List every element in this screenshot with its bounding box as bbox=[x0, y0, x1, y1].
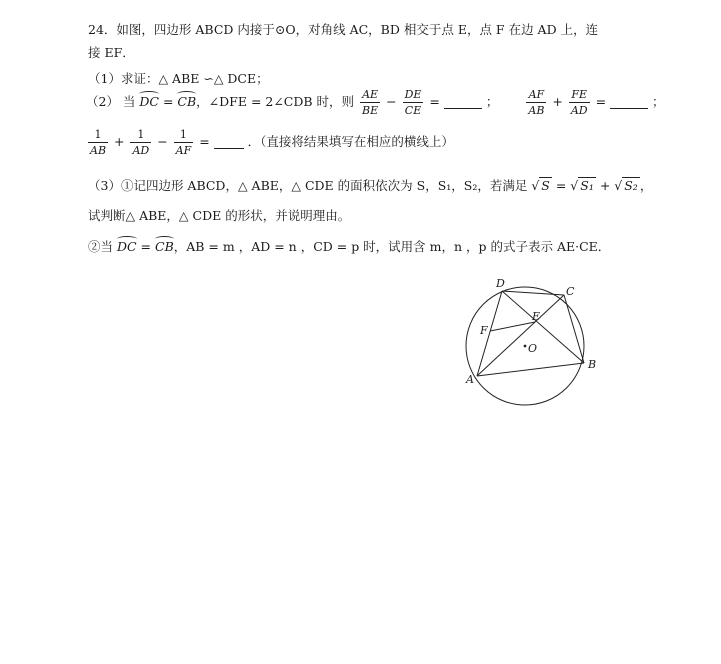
part3-text: （3）①记四边形 ABCD，△ ABE，△ CDE 的面积依次为 S，S₁，S₂，若满足 bbox=[88, 178, 528, 193]
label-a: A bbox=[466, 373, 474, 386]
side-ba bbox=[477, 363, 584, 376]
fraction-af-ab: $\frac{AF}{AB}$ bbox=[528, 88, 545, 117]
fraction-fe-ad: $\frac{FE}{AD}$ bbox=[570, 88, 588, 117]
fraction-1-af: $\frac{1}{AF}$ bbox=[175, 128, 192, 157]
part3-plus: + bbox=[595, 178, 615, 193]
sqrt-s2: √ S₂ bbox=[614, 178, 638, 193]
circle-quadrilateral-figure bbox=[452, 270, 622, 420]
part2-prefix: （2） 当 bbox=[86, 94, 140, 109]
part2-condition: ，∠DFE = 2∠CDB 时，则 bbox=[196, 94, 359, 109]
arc-eq-2: = bbox=[136, 239, 155, 254]
answer-blank-3[interactable] bbox=[214, 136, 244, 149]
problem-statement-line1: 24．如图，四边形 ABCD 内接于⊙O，对角线 AC，BD 相交于点 E，点 F 在边 AD 上，连 bbox=[88, 22, 599, 37]
label-o: O bbox=[528, 342, 538, 355]
label-f: F bbox=[480, 324, 488, 337]
fraction-ae-be: $\frac{AE}{BE}$ bbox=[362, 88, 379, 117]
separator: ； bbox=[485, 94, 499, 109]
fill-in-note: ．（直接将结果填写在相应的横线上） bbox=[247, 134, 454, 149]
sqrt-s1: √ S₁ bbox=[570, 178, 594, 193]
problem-statement-line2: 接 EF． bbox=[88, 45, 135, 60]
fraction-1-ab: $\frac{1}{AB}$ bbox=[90, 128, 107, 157]
equals-sign-3: = bbox=[195, 134, 210, 149]
equals-sign-2: = bbox=[591, 94, 607, 109]
part4-line bbox=[88, 236, 610, 255]
part4-text: ，AB = m ，AD = n ，CD = p 时，试用含 m，n ，p 的式子表示 AE·CE． bbox=[173, 239, 611, 254]
arc-dc: DC bbox=[139, 91, 159, 109]
part3-line1 bbox=[88, 176, 652, 194]
segment-ef bbox=[490, 322, 535, 331]
plus-sign-2: + bbox=[110, 134, 129, 149]
minus-sign: − bbox=[382, 94, 401, 109]
label-b: B bbox=[588, 358, 597, 371]
part3-end: ， bbox=[639, 178, 653, 193]
answer-blank-1[interactable] bbox=[444, 96, 482, 109]
answer-blank-2[interactable] bbox=[610, 96, 648, 109]
fraction-1-ad: $\frac{1}{AD}$ bbox=[132, 128, 150, 157]
sqrt-s: √ S bbox=[531, 178, 550, 193]
part3-line2: 试判断△ ABE，△ CDE 的形状，并说明理由。 bbox=[88, 208, 351, 223]
arc-dc-2: DC bbox=[117, 236, 137, 254]
label-e: E bbox=[532, 310, 541, 323]
end-mark: ； bbox=[652, 94, 665, 109]
plus-sign: + bbox=[548, 94, 567, 109]
arc-cb: CB bbox=[177, 91, 196, 109]
center-point-o bbox=[524, 345, 527, 348]
part2-line bbox=[86, 88, 665, 117]
label-c: C bbox=[566, 285, 575, 298]
equals-sign: = bbox=[425, 94, 440, 109]
minus-sign-2: − bbox=[153, 134, 172, 149]
arc-eq: = bbox=[159, 94, 178, 109]
part1-text: （1）求证：△ ABE ∽△ DCE； bbox=[88, 71, 269, 86]
part2b-line bbox=[86, 128, 454, 157]
side-dc bbox=[502, 291, 564, 295]
arc-cb-2: CB bbox=[155, 236, 174, 254]
label-d: D bbox=[496, 277, 505, 290]
part3-eq: = bbox=[551, 178, 571, 193]
diagonal-bd bbox=[502, 291, 584, 363]
fraction-de-ce: $\frac{DE}{CE}$ bbox=[404, 88, 422, 117]
part4-prefix: ②当 bbox=[88, 239, 117, 254]
